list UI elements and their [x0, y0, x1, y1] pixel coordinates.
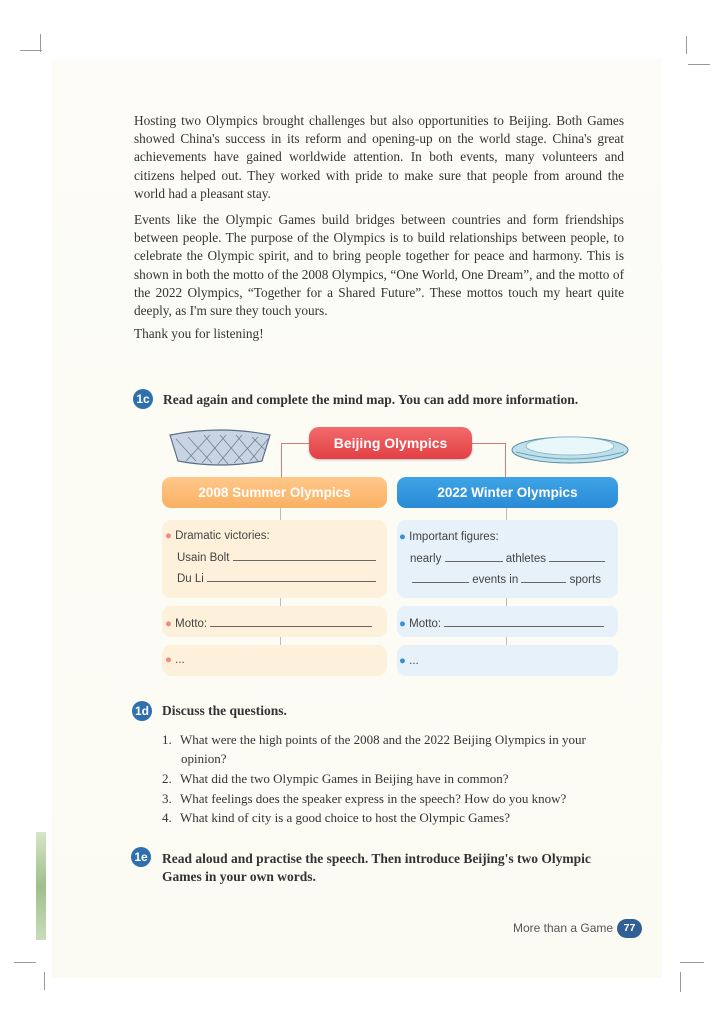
crop-mark	[44, 972, 45, 990]
crop-mark	[14, 962, 36, 963]
question-2: 2. What did the two Olympic Games in Beijing have in common?	[162, 771, 509, 786]
connector-line	[280, 508, 281, 520]
section-1d-badge: 1d	[132, 701, 152, 721]
answer-blank[interactable]	[210, 615, 372, 627]
ice-ribbon-stadium-illustration	[510, 430, 630, 466]
branch-2022-winter: 2022 Winter Olympics	[397, 477, 618, 508]
unit-title: More than a Game	[513, 921, 614, 935]
athlete-du-li: Du Li	[177, 570, 376, 585]
connector-line	[281, 443, 282, 477]
motto-2008: ● Motto:	[165, 615, 372, 630]
crop-mark	[688, 64, 710, 65]
crop-mark	[686, 36, 687, 54]
section-1d-instruction: Discuss the questions.	[162, 703, 287, 718]
question-3: 3. What feelings does the speaker express in the speech? How do you know?	[162, 791, 567, 806]
bullet-dot: ●	[165, 530, 172, 542]
connector-line	[280, 598, 281, 606]
reading-paragraph-3: Thank you for listening!	[134, 326, 264, 341]
connector-line	[505, 443, 506, 477]
section-1c-badge: 1c	[133, 389, 153, 409]
figures-label: ● Important figures:	[399, 531, 499, 543]
victories-label: ● Dramatic victories:	[165, 530, 270, 542]
connector-line	[506, 508, 507, 520]
bullet-dot: ●	[399, 655, 406, 667]
connector-line	[281, 443, 309, 444]
reading-paragraph-1: Hosting two Olympics brought challenges but also opportunities to Beijing. Both Games showed China's success in its reform and opening-up on the world stage. China's great achievements have gained worldwide attention. In both events, many volunteers and citizens helped out. They worked with pride to make sure that people from around the world had a pleasant stay.	[134, 113, 624, 201]
question-1: 1. What were the high points of the 2008 and the 2022 Beijing Olympics in your	[162, 732, 586, 747]
answer-blank[interactable]	[412, 571, 469, 583]
mind-map-root: Beijing Olympics	[309, 427, 472, 459]
bullet-dot: ●	[165, 618, 172, 630]
crop-mark	[40, 34, 41, 52]
answer-blank[interactable]	[444, 615, 604, 627]
connector-line	[506, 637, 507, 645]
section-1e-instruction-line2: Games in your own words.	[162, 869, 316, 884]
figures-events-line: events in sports	[412, 571, 601, 586]
connector-line	[280, 637, 281, 645]
page-number: 77	[617, 919, 642, 938]
more-2008: ● ...	[165, 654, 185, 666]
answer-blank[interactable]	[445, 550, 503, 562]
bullet-dot: ●	[399, 531, 406, 543]
question-4: 4. What kind of city is a good choice to host the Olympic Games?	[162, 810, 510, 825]
crop-mark	[20, 50, 42, 51]
more-2022: ● ...	[399, 655, 419, 667]
side-photo-strip	[36, 832, 46, 940]
connector-line	[472, 443, 505, 444]
answer-blank[interactable]	[549, 550, 605, 562]
figures-athletes-line: nearly athletes	[410, 550, 605, 565]
birds-nest-stadium-illustration	[166, 425, 274, 467]
crop-mark	[680, 962, 704, 963]
card-more-2008	[162, 645, 387, 676]
branch-2008-summer: 2008 Summer Olympics	[162, 477, 387, 508]
section-1e-instruction-line1: Read aloud and practise the speech. Then introduce Beijing's two Olympic	[162, 851, 591, 866]
answer-blank[interactable]	[207, 570, 376, 582]
bullet-dot: ●	[165, 654, 172, 666]
athlete-usain-bolt: Usain Bolt	[177, 549, 376, 564]
section-1c-instruction: Read again and complete the mind map. You can add more information.	[163, 392, 579, 407]
connector-line	[506, 598, 507, 606]
section-1e-badge: 1e	[131, 847, 151, 867]
answer-blank[interactable]	[233, 549, 376, 561]
reading-paragraph-2: Events like the Olympic Games build bridges between countries and form friendships between people. The purpose of the Olympics is to build relationships between people, to celebrate the Olympic spirit, and to bring people together for peace and harmony. This is shown in both the motto of the 2008 Olympics, “One World, One Dream”, and the motto of the 2022 Olympics, “Together for a Shared Future”. These mottos touch my heart quite deeply, as I'm sure they touch yours.	[134, 212, 624, 319]
motto-2022: ● Motto:	[399, 615, 604, 630]
bullet-dot: ●	[399, 618, 406, 630]
question-1-continued: opinion?	[181, 751, 227, 766]
card-more-2022	[397, 645, 618, 676]
answer-blank[interactable]	[521, 571, 566, 583]
crop-mark	[680, 972, 681, 992]
